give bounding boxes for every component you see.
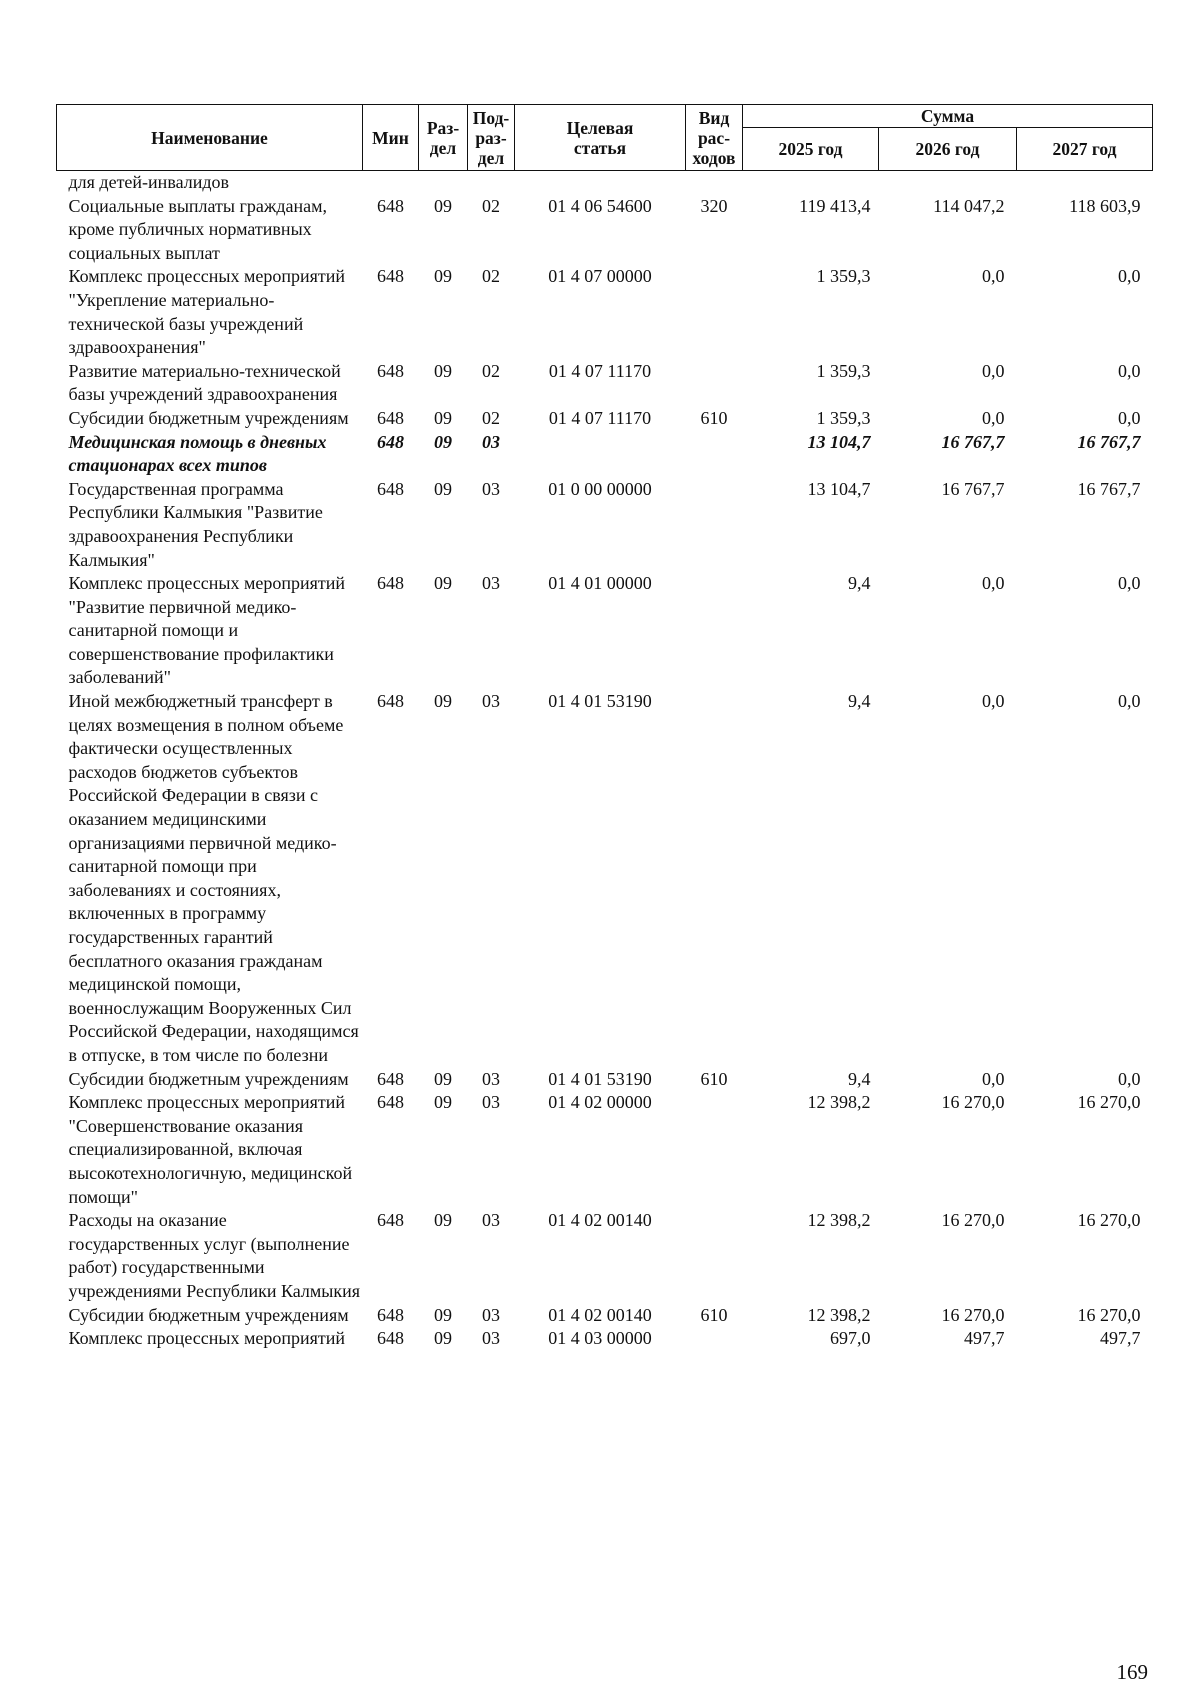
row-podrazdel: 03: [482, 1304, 500, 1325]
row-podrazdel: 03: [482, 1210, 500, 1231]
row-sum-2025: 12 398,2: [807, 1092, 871, 1113]
row-vid-raskhodov: 610: [700, 1304, 728, 1325]
row-vid-raskhodov: [686, 690, 743, 1068]
row-vid-raskhodov: [686, 1327, 743, 1351]
row-sum-2026: 0,0: [982, 573, 1005, 594]
row-sum-2026: 0,0: [982, 1068, 1005, 1089]
row-podrazdel: 03: [482, 1068, 500, 1089]
row-sum-2027: [1017, 171, 1153, 195]
row-sum-2027: 16 767,7: [1077, 431, 1141, 452]
row-podrazdel: 02: [482, 266, 500, 287]
row-name: Комплекс процессных мероприятий "Развитие первичной медико-санитарной помощи и совершенствование профилактики заболеваний": [68, 573, 346, 688]
table-row: [57, 171, 1153, 195]
table-row: [57, 1091, 1153, 1209]
header-razdel: Раз- дел: [419, 105, 468, 171]
row-name: Государственная программа Республики Калмыкия "Развитие здравоохранения Республики Калмыкия": [68, 478, 323, 570]
row-podrazdel: 02: [482, 407, 500, 428]
row-min: 648: [377, 1304, 404, 1325]
row-vid-raskhodov: [686, 431, 743, 478]
row-sum-2027: 16 270,0: [1077, 1210, 1141, 1231]
row-sum-2026: [879, 171, 1017, 195]
row-name: Расходы на оказание государственных услуг (выполнение работ) государственными учреждениями Республики Калмыкия: [68, 1210, 361, 1301]
row-razdel: 09: [434, 1304, 452, 1325]
row-celevaya-statya: 01 4 02 00000: [548, 1092, 652, 1113]
table-body: [57, 171, 1153, 1351]
row-sum-2027: 0,0: [1118, 360, 1141, 381]
row-celevaya-statya: 01 4 01 53190: [548, 691, 652, 712]
row-sum-2025: 1 359,3: [816, 360, 871, 381]
table-row: [57, 431, 1153, 478]
row-sum-2027: 0,0: [1118, 266, 1141, 287]
row-sum-2026: 16 767,7: [941, 478, 1005, 499]
header-min: Мин: [363, 105, 419, 171]
row-vid-raskhodov: [686, 1091, 743, 1209]
row-sum-2025: 13 104,7: [807, 478, 871, 499]
row-sum-2027: 118 603,9: [1069, 195, 1141, 216]
row-min: 648: [377, 360, 404, 381]
row-sum-2027: 16 767,7: [1077, 478, 1141, 499]
row-razdel: 09: [434, 431, 452, 452]
header-podrazdel: Под- раз- дел: [468, 105, 515, 171]
row-vid-raskhodov: [686, 171, 743, 195]
header-vid-raskhodov: Вид рас- ходов: [686, 105, 743, 171]
row-min: 648: [377, 573, 404, 594]
row-min: 648: [377, 407, 404, 428]
page-number: 169: [1116, 1660, 1148, 1684]
row-sum-2025: 1 359,3: [816, 407, 871, 428]
row-name: Медицинская помощь в дневных стационарах всех типов: [68, 431, 327, 476]
row-sum-2026: 16 270,0: [941, 1304, 1005, 1325]
row-celevaya-statya: 01 4 07 11170: [548, 360, 652, 381]
row-celevaya-statya: 01 4 07 00000: [548, 266, 652, 287]
row-min: 648: [377, 691, 404, 712]
row-min: 648: [377, 478, 404, 499]
row-sum-2027: 497,7: [1100, 1328, 1141, 1349]
row-sum-2026: 497,7: [964, 1328, 1005, 1349]
row-name: Субсидии бюджетным учреждениям: [68, 1304, 349, 1325]
row-min: 648: [377, 431, 404, 452]
row-razdel: 09: [434, 573, 452, 594]
row-podrazdel: 03: [482, 1092, 500, 1113]
row-vid-raskhodov: [686, 572, 743, 690]
row-sum-2025: 12 398,2: [807, 1210, 871, 1231]
row-sum-2026: 16 270,0: [941, 1092, 1005, 1113]
row-sum-2026: 0,0: [982, 691, 1005, 712]
row-razdel: 09: [434, 195, 452, 216]
table-header: [57, 105, 1153, 171]
row-razdel: [419, 171, 468, 195]
row-sum-2025: 9,4: [848, 573, 871, 594]
row-name: Комплекс процессных мероприятий "Совершенствование оказания специализированной, включая высокотехнологичную, медицинской помощи": [68, 1092, 353, 1207]
row-podrazdel: 03: [482, 691, 500, 712]
row-sum-2025: 119 413,4: [799, 195, 871, 216]
row-name: Субсидии бюджетным учреждениям: [68, 1068, 349, 1089]
row-razdel: 09: [434, 1068, 452, 1089]
header-summa: Сумма: [743, 105, 1153, 128]
row-podrazdel: 02: [482, 195, 500, 216]
table-row: [57, 478, 1153, 572]
row-name: Субсидии бюджетным учреждениям: [68, 407, 349, 428]
table-row: [57, 1304, 1153, 1328]
row-razdel: 09: [434, 360, 452, 381]
row-celevaya-statya: 01 4 01 00000: [548, 573, 652, 594]
header-name: Наименование: [57, 105, 363, 171]
row-celevaya-statya: 01 0 00 00000: [548, 478, 652, 499]
row-razdel: 09: [434, 478, 452, 499]
row-vid-raskhodov: 320: [700, 195, 728, 216]
table-row: [57, 1327, 1153, 1351]
row-vid-raskhodov: [686, 265, 743, 359]
row-sum-2027: 16 270,0: [1077, 1092, 1141, 1113]
row-razdel: 09: [434, 266, 452, 287]
row-celevaya-statya: [515, 431, 686, 478]
row-sum-2025: 9,4: [848, 691, 871, 712]
row-sum-2026: 0,0: [982, 407, 1005, 428]
table-row: [57, 265, 1153, 359]
row-sum-2025: 9,4: [848, 1068, 871, 1089]
row-razdel: 09: [434, 1092, 452, 1113]
row-razdel: 09: [434, 1210, 452, 1231]
row-celevaya-statya: 01 4 02 00140: [548, 1210, 652, 1231]
row-celevaya-statya: 01 4 01 53190: [548, 1068, 652, 1089]
header-celevaya-statya: Целевая статья: [515, 105, 686, 171]
row-sum-2026: 16 767,7: [941, 431, 1005, 452]
row-sum-2025: 1 359,3: [816, 266, 871, 287]
row-min: [363, 171, 419, 195]
row-razdel: 09: [434, 691, 452, 712]
row-sum-2025: 12 398,2: [807, 1304, 871, 1325]
table-row: [57, 195, 1153, 266]
table-row: [57, 407, 1153, 431]
row-vid-raskhodov: [686, 360, 743, 407]
row-vid-raskhodov: [686, 1209, 743, 1303]
row-sum-2027: 0,0: [1118, 691, 1141, 712]
row-sum-2027: 16 270,0: [1077, 1304, 1141, 1325]
table-row: [57, 572, 1153, 690]
row-vid-raskhodov: 610: [700, 407, 728, 428]
row-sum-2025: [743, 171, 879, 195]
header-year-2025: 2025 год: [743, 128, 879, 171]
row-sum-2025: 697,0: [830, 1328, 871, 1349]
header-year-2027: 2027 год: [1017, 128, 1153, 171]
row-min: 648: [377, 1068, 404, 1089]
row-sum-2026: 114 047,2: [933, 195, 1005, 216]
row-name: Иной межбюджетный трансферт в целях возмещения в полном объеме фактически осуществленных расходов бюджетов субъектов Российской Федерации в связи с оказанием медицинскими организациями первичной медико-санитарной помощи при заболеваниях и состояниях, включенных в программу государственных гарантий бесплатного оказания гражданам медицинской помощи, военнослужащим Вооруженных Сил Российской Федерации, находящимся в отпуске, в том числе по болезни: [68, 691, 359, 1065]
row-podrazdel: 03: [482, 431, 500, 452]
row-sum-2026: 0,0: [982, 266, 1005, 287]
row-podrazdel: 02: [482, 360, 500, 381]
row-sum-2026: 16 270,0: [941, 1210, 1005, 1231]
row-min: 648: [377, 1328, 404, 1349]
row-podrazdel: 03: [482, 573, 500, 594]
row-sum-2026: 0,0: [982, 360, 1005, 381]
row-name: Комплекс процессных мероприятий: [68, 1328, 346, 1349]
row-vid-raskhodov: 610: [700, 1068, 728, 1089]
row-razdel: 09: [434, 407, 452, 428]
row-sum-2027: 0,0: [1118, 573, 1141, 594]
row-podrazdel: [468, 171, 515, 195]
row-min: 648: [377, 266, 404, 287]
row-name: Комплекс процессных мероприятий "Укрепление материально-технической базы учреждений здравоохранения": [68, 266, 346, 358]
budget-table: [56, 104, 1153, 1351]
row-name: Социальные выплаты гражданам, кроме публичных нормативных социальных выплат: [68, 195, 327, 263]
row-celevaya-statya: 01 4 03 00000: [548, 1328, 652, 1349]
row-podrazdel: 03: [482, 1328, 500, 1349]
row-name: Развитие материально-технической базы учреждений здравоохранения: [68, 360, 341, 405]
row-name: для детей-инвалидов: [68, 172, 229, 192]
table-row: [57, 1209, 1153, 1303]
table-row: [57, 1068, 1153, 1092]
row-sum-2025: 13 104,7: [807, 431, 871, 452]
row-sum-2027: 0,0: [1118, 407, 1141, 428]
row-vid-raskhodov: [686, 478, 743, 572]
row-sum-2027: 0,0: [1118, 1068, 1141, 1089]
row-min: 648: [377, 1092, 404, 1113]
row-podrazdel: 03: [482, 478, 500, 499]
row-celevaya-statya: 01 4 02 00140: [548, 1304, 652, 1325]
row-celevaya-statya: 01 4 07 11170: [548, 407, 652, 428]
row-min: 648: [377, 195, 404, 216]
row-celevaya-statya: [515, 171, 686, 195]
row-celevaya-statya: 01 4 06 54600: [548, 195, 652, 216]
table-row: [57, 690, 1153, 1068]
header-year-2026: 2026 год: [879, 128, 1017, 171]
row-razdel: 09: [434, 1328, 452, 1349]
table-row: [57, 360, 1153, 407]
row-min: 648: [377, 1210, 404, 1231]
